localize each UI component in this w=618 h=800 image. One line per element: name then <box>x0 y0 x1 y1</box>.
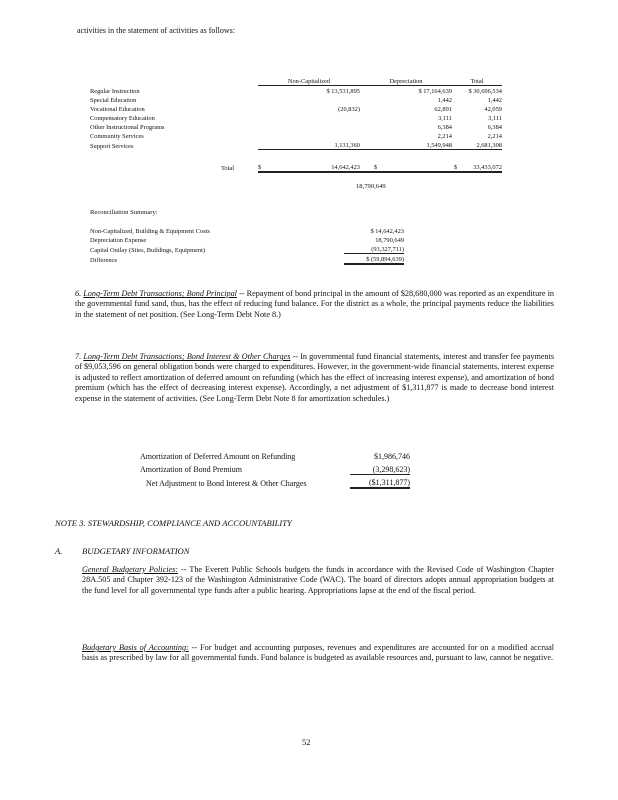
table-row <box>90 235 404 244</box>
intro-line: activities in the statement of activities as follows: <box>77 26 235 35</box>
note-7-number: 7. <box>75 352 82 361</box>
dollar-sign: $ <box>360 162 432 172</box>
cell-noncap <box>258 95 360 104</box>
budget-basis-title: Budgetary Basis of Accounting: <box>82 643 189 652</box>
row-label: Vocational Education <box>90 106 145 113</box>
recon-label: Difference <box>90 257 118 264</box>
cell-dep: $ 17,164,639 <box>418 88 452 95</box>
table-row <box>90 113 502 122</box>
row-label: Other Instructional Programs <box>90 124 165 131</box>
cell-dep: 62,891 <box>434 106 452 113</box>
table-row <box>140 474 410 488</box>
cell-total: $ 30,696,534 <box>468 88 502 95</box>
col-header-total: Total <box>452 76 502 86</box>
col-header-dep: Depreciation <box>360 76 452 86</box>
dollar-sign: $ <box>454 163 458 171</box>
table-row <box>140 448 410 461</box>
amortization-table <box>140 448 410 489</box>
cell-total: 3,111 <box>488 115 502 122</box>
note-6-title: Long-Term Debt Transactions; Bond Principal <box>83 289 237 298</box>
budget-policies-text: -- The Everett Public Schools budgets the funds in accordance with the Revised Code of Washington Chapter 28A.505 and Chapter 392-123 of the Washington Administrative Code (WAC). The board of directors adopts annual appropriation budgets at the fund level for all governmental type funds after a public hearing. Appropriations lapse at the end of the fiscal period. <box>82 565 554 595</box>
table-total-row <box>90 162 502 172</box>
recon-label: Non-Capitalized, Building & Equipment Costs <box>90 228 210 235</box>
table-row <box>140 461 410 474</box>
cell-total: 6,384 <box>487 124 502 131</box>
table-row <box>90 140 502 150</box>
note-7-paragraph <box>75 352 554 404</box>
cell-noncap: (20,832) <box>338 106 360 113</box>
amort-value: $1,986,746 <box>374 452 410 461</box>
recon-value: 18,790,649 <box>375 237 404 244</box>
row-label: Regular Instruction <box>90 88 140 95</box>
cell-dep: 6,384 <box>437 124 452 131</box>
section-a-title: BUDGETARY INFORMATION <box>82 546 190 556</box>
recon-value: $ 14,642,423 <box>370 228 404 235</box>
recon-table <box>90 226 404 265</box>
amort-label: Amortization of Bond Premium <box>140 465 242 474</box>
table-row <box>90 122 502 131</box>
cell-total: 42,059 <box>484 106 502 113</box>
budget-basis-text: -- For budget and accounting purposes, revenues and expenditures are accounted for on a modified accrual basis as prescribed by law for all governmental funds. Fund balance is budgeted as available resources and, pursuant to law, cannot be negative. <box>82 643 554 663</box>
cell-total: 2,681,308 <box>452 140 502 150</box>
budget-basis-paragraph <box>82 643 554 664</box>
cell-dep: 1,442 <box>437 97 452 104</box>
cell-dep: 3,111 <box>438 115 452 122</box>
cell-noncap: 1,131,360 <box>258 140 360 150</box>
recon-value: $ (59,894,639) <box>344 254 404 265</box>
table-row <box>90 104 502 113</box>
cell-noncap: $ 13,531,895 <box>326 88 360 95</box>
table-row <box>90 95 502 104</box>
row-label: Community Services <box>90 133 144 140</box>
cell-noncap <box>258 113 360 122</box>
row-label: Special Education <box>90 97 137 104</box>
amort-value: (3,298,623) <box>350 461 410 474</box>
note-6-text: -- Repayment of bond principal in the amount of $28,680,000 was reported as an expenditure in the governmental fund sand, thus, has the effect of reducing fund balance. For the district as a whole, the principal payments reduce the liabilities in the statement of net position. (See Long-Term Debt Note 8.) <box>75 289 554 319</box>
recon-label: Depreciation Expense <box>90 237 147 244</box>
table-row <box>90 86 502 96</box>
dollar-sign: $ <box>258 162 330 172</box>
table-row <box>90 254 404 265</box>
amort-label: Net Adjustment to Bond Interest & Other Charges <box>146 479 307 488</box>
recon-title: Reconciliation Summary: <box>90 209 158 216</box>
note-6-number: 6. <box>75 289 82 298</box>
row-label: Support Services <box>90 142 134 150</box>
cell-dep: 1,549,948 <box>360 140 452 150</box>
total-total-value: 33,433,072 <box>473 163 502 171</box>
cell-noncap <box>258 122 360 131</box>
total-total <box>452 162 502 172</box>
page-number: 52 <box>302 737 311 747</box>
total-label: Total <box>220 164 234 172</box>
table-row <box>90 131 502 140</box>
row-label: Compensatory Education <box>90 115 155 122</box>
amort-label: Amortization of Deferred Amount on Refunding <box>140 452 296 461</box>
table-row <box>90 244 404 254</box>
cell-dep: 2,214 <box>437 133 452 140</box>
budget-policies-paragraph <box>82 565 554 596</box>
note-7-text: -- In governmental fund financial statements, interest and transfer fee payments of $9,053,596 on general obligation bonds were charged to expenditures. However, in the government-wide financial statements, interest expense is adjusted to reflect amortization of deferred amount on refunding (which has the effect of increasing interest expense), and amortization of bond premium (which has the effect of decreasing interest expense). Accordingly, a net adjustment of $1,311,877 is made to decrease bond interest expense in the statement of activities. (See Long-Term Debt Note 8 for amortization schedules.) <box>75 352 555 403</box>
cell-noncap <box>258 131 360 140</box>
table-row <box>90 226 404 235</box>
recon-value: (93,327,711) <box>344 244 404 254</box>
recon-label: Capital Outlay (Sites, Buildings, Equipment) <box>90 246 206 254</box>
amort-value: ($1,311,877) <box>350 474 410 488</box>
total-dep: 18,790,649 <box>356 183 386 190</box>
section-a-letter: A. <box>55 546 63 556</box>
budget-policies-title: General Budgetary Policies: <box>82 565 179 574</box>
total-noncap: 14,642,423 <box>331 163 360 171</box>
note-6-paragraph <box>75 289 554 320</box>
cell-total: 2,214 <box>487 133 502 140</box>
cell-total: 1,442 <box>487 97 502 104</box>
note-3-heading: NOTE 3. STEWARDSHIP, COMPLIANCE AND ACCOUNTABILITY <box>55 518 292 528</box>
expense-table <box>90 76 502 173</box>
col-header-noncap: Non-Capitalized <box>258 76 360 86</box>
note-7-title: Long-Term Debt Transactions; Bond Interest & Other Charges <box>83 352 291 361</box>
